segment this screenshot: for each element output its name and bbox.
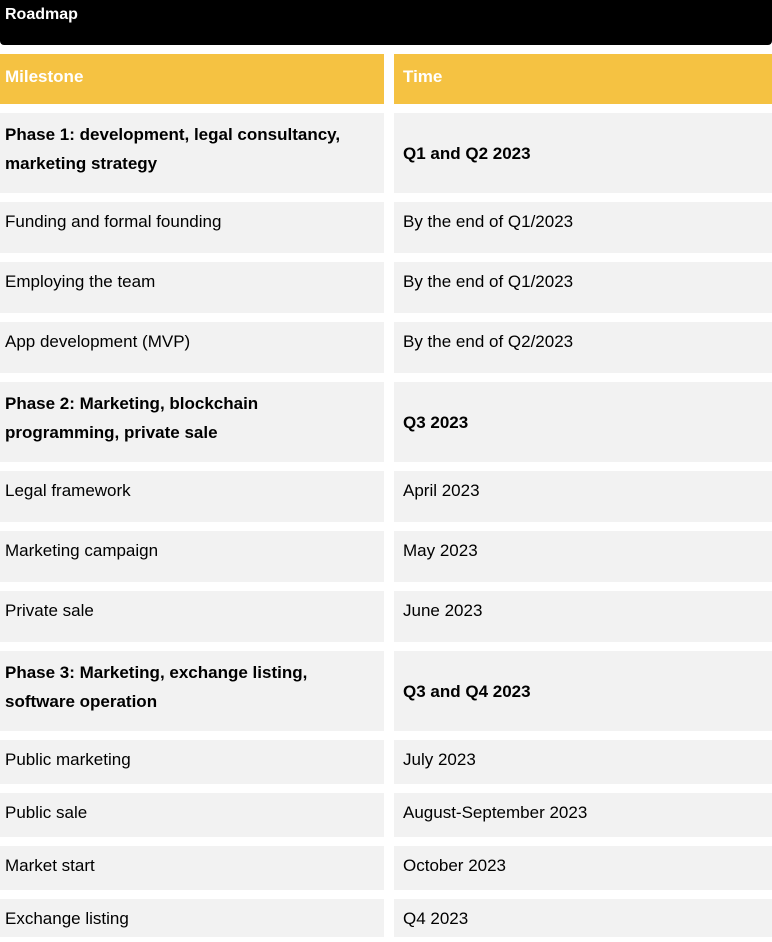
roadmap-table bbox=[0, 54, 772, 937]
table-row-phase-1 bbox=[0, 113, 772, 193]
time-cell: July 2023 bbox=[394, 740, 772, 784]
table-row-phase-3 bbox=[0, 651, 772, 731]
time-cell: Q3 and Q4 2023 bbox=[394, 651, 772, 731]
milestone-cell: Exchange listing bbox=[0, 899, 384, 937]
time-cell: Q3 2023 bbox=[394, 382, 772, 462]
time-cell: By the end of Q1/2023 bbox=[394, 262, 772, 313]
milestone-cell: Phase 2: Marketing, blockchain programming, private sale bbox=[0, 382, 384, 462]
time-cell: October 2023 bbox=[394, 846, 772, 890]
table-row bbox=[0, 740, 772, 784]
time-cell: By the end of Q2/2023 bbox=[394, 322, 772, 373]
table-row bbox=[0, 846, 772, 890]
page-title: Roadmap bbox=[5, 6, 78, 23]
header-time: Time bbox=[394, 54, 772, 104]
time-cell: Q1 and Q2 2023 bbox=[394, 113, 772, 193]
milestone-cell: Phase 1: development, legal consultancy, marketing strategy bbox=[0, 113, 384, 193]
table-row bbox=[0, 471, 772, 522]
time-cell: By the end of Q1/2023 bbox=[394, 202, 772, 253]
table-row bbox=[0, 591, 772, 642]
milestone-cell: Marketing campaign bbox=[0, 531, 384, 582]
milestone-cell: Public marketing bbox=[0, 740, 384, 784]
table-row bbox=[0, 793, 772, 837]
time-cell: Q4 2023 bbox=[394, 899, 772, 937]
time-cell: August-September 2023 bbox=[394, 793, 772, 837]
table-header-row bbox=[0, 54, 772, 104]
table-row bbox=[0, 202, 772, 253]
table-row bbox=[0, 899, 772, 937]
milestone-cell: Public sale bbox=[0, 793, 384, 837]
time-cell: May 2023 bbox=[394, 531, 772, 582]
table-row bbox=[0, 262, 772, 313]
time-cell: April 2023 bbox=[394, 471, 772, 522]
milestone-cell: Legal framework bbox=[0, 471, 384, 522]
table-row bbox=[0, 322, 772, 373]
header-milestone: Milestone bbox=[0, 54, 384, 104]
milestone-cell: Market start bbox=[0, 846, 384, 890]
roadmap-title-bar bbox=[0, 0, 772, 45]
time-cell: June 2023 bbox=[394, 591, 772, 642]
table-row bbox=[0, 531, 772, 582]
milestone-cell: Private sale bbox=[0, 591, 384, 642]
milestone-cell: Employing the team bbox=[0, 262, 384, 313]
table-row-phase-2 bbox=[0, 382, 772, 462]
milestone-cell: App development (MVP) bbox=[0, 322, 384, 373]
milestone-cell: Phase 3: Marketing, exchange listing, software operation bbox=[0, 651, 384, 731]
milestone-cell: Funding and formal founding bbox=[0, 202, 384, 253]
